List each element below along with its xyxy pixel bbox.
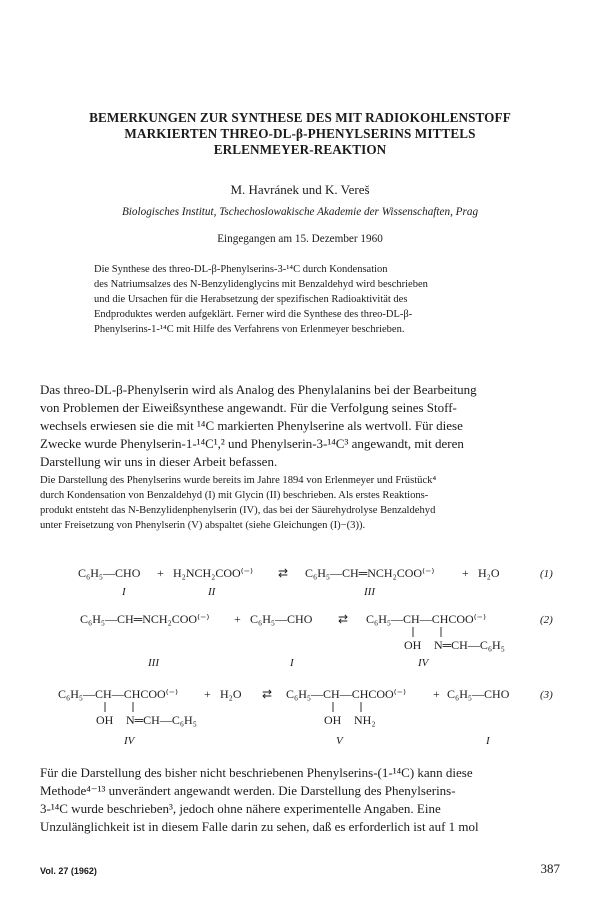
eq1-product-water: H₂O: [478, 566, 500, 580]
eq3-label-1: IV: [124, 735, 135, 747]
body-line: Unzulänglichkeit ist in diesem Falle darin zu sehen, daß es erforderlich ist auf 1 mol: [40, 819, 479, 834]
body-paragraph-3: [40, 764, 560, 836]
equation-2: [80, 612, 553, 669]
eq2-oh-group: OH: [404, 638, 422, 652]
eq2-label-1: III: [148, 657, 159, 669]
body-line: Darstellung wir uns in dieser Arbeit befassen.: [40, 454, 278, 469]
abstract: [94, 262, 506, 337]
eq3-water: H₂O: [220, 687, 242, 701]
eq2-label-3: IV: [418, 657, 429, 669]
eq3-plus: +: [433, 687, 440, 701]
abstract-line: Die Synthese des threo-DL-β-Phenylserins-3-¹⁴C durch Kondensation: [94, 264, 388, 275]
eq2-product-top: C₆H₅—CH—CHCOO⁽⁻⁾: [366, 612, 486, 626]
body-line: 3-¹⁴C wurde beschrieben³, jedoch ohne nähere experimentelle Angaben. Eine: [40, 801, 441, 816]
body-line: Zwecke wurde Phenylserin-1-¹⁴C¹,² und Phenylserin-3-¹⁴C³ angewandt, mit deren: [40, 436, 464, 451]
eq1-plus: +: [157, 566, 164, 580]
eq3-arrow: ⇄: [262, 687, 273, 701]
eq3-product-oh: OH: [324, 713, 342, 727]
equation-3: [58, 687, 553, 747]
eq2-number: (2): [540, 614, 553, 626]
eq1-reactant-glycine: H₂NCH₂COO⁽⁻⁾: [173, 566, 253, 580]
abstract-line: Endproduktes werden aufgeklärt. Ferner wird die Synthese des threo-DL-β-: [94, 309, 413, 320]
body-line: unter Freisetzung von Phenylserin (V) abspaltet (siehe Gleichungen (I)−(3)).: [40, 520, 366, 531]
title-line-3: ERLENMEYER-REAKTION: [213, 142, 387, 157]
eq3-product-benzaldehyde: C₆H₅—CHO: [447, 687, 510, 701]
body-line: Das threo-DL-β-Phenylserin wird als Analog des Phenylalanins bei der Bearbeitung: [40, 382, 477, 397]
eq3-number: (3): [540, 689, 553, 701]
body-line: von Problemen der Eiweißsynthese angewandt. Für die Verfolgung seines Stoff-: [40, 400, 457, 415]
eq1-number: (1): [540, 568, 553, 580]
authors: M. Havránek und K. Vereš: [230, 182, 370, 197]
abstract-line: und die Ursachen für die Herabsetzung der spezifischen Radioaktivität des: [94, 294, 408, 305]
body-line: Methode⁴⁻¹³ unverändert angewandt werden. Die Darstellung des Phenylserins-: [40, 783, 456, 798]
eq3-product-nh2: NH₂: [354, 713, 376, 727]
eq2-reactant-schiff-base: C₆H₅—CH═NCH₂COO⁽⁻⁾: [80, 612, 210, 626]
eq1-plus: +: [462, 566, 469, 580]
journal-volume: Vol. 27 (1962): [40, 866, 97, 876]
eq3-product-top: C₆H₅—CH—CHCOO⁽⁻⁾: [286, 687, 406, 701]
body-paragraph-2: [40, 473, 560, 533]
eq1-product-schiff-base: C₆H₅—CH═NCH₂COO⁽⁻⁾: [305, 566, 435, 580]
received-date: Eingegangen am 15. Dezember 1960: [217, 233, 383, 245]
body-line: wechsels erwiesen sie die mit ¹⁴C markierten Phenylserine als wertvoll. Für diese: [40, 418, 463, 433]
eq2-benzylidene-group: N═CH—C₆H₅: [434, 638, 505, 652]
title-line-1: BEMERKUNGEN ZUR SYNTHESE DES MIT RADIOKOHLENSTOFF: [89, 110, 511, 125]
abstract-line: des Natriumsalzes des N-Benzylidenglycins mit Benzaldehyd wird beschrieben: [94, 279, 428, 290]
eq1-label-2: II: [208, 586, 216, 598]
eq1-label-3: III: [364, 586, 375, 598]
eq3-reactant-top: C₆H₅—CH—CHCOO⁽⁻⁾: [58, 687, 178, 701]
body-paragraph-1: [40, 381, 560, 471]
eq1-arrow: ⇄: [278, 566, 289, 580]
eq1-reactant-benzaldehyde: C₆H₅—CHO: [78, 566, 141, 580]
body-line: produkt entsteht das N-Benzylidenphenylserin (IV), das bei der Säurehydrolyse Benzaldehyd: [40, 505, 436, 516]
eq2-reactant-benzaldehyde: C₆H₅—CHO: [250, 612, 313, 626]
eq1-label-1: I: [122, 586, 126, 598]
abstract-line: Phenylserins-1-¹⁴C mit Hilfe des Verfahrens von Erlenmeyer beschrieben.: [94, 324, 405, 335]
eq3-plus: +: [204, 687, 211, 701]
institute: Biologisches Institut, Tschechoslowakische Akademie der Wissenschaften, Prag: [121, 206, 479, 218]
equation-1: [78, 566, 553, 598]
article-title: [40, 110, 560, 158]
page-number: 387: [540, 861, 560, 876]
eq3-oh-group: OH: [96, 713, 114, 727]
eq3-benzylidene-group: N═CH—C₆H₅: [126, 713, 197, 727]
body-line: durch Kondensation von Benzaldehyd (I) mit Glycin (II) beschrieben. Als erstes Reaktions-: [40, 490, 429, 501]
eq3-label-3: I: [486, 735, 490, 747]
body-line: Die Darstellung des Phenylserins wurde bereits im Jahre 1894 von Erlenmeyer und Früstück⁴: [40, 475, 437, 486]
eq2-label-2: I: [290, 657, 294, 669]
equations-svg: [0, 550, 600, 760]
eq2-arrow: ⇄: [338, 612, 349, 626]
reaction-equations: [0, 550, 600, 760]
eq2-plus: +: [234, 612, 241, 626]
eq3-label-2: V: [336, 735, 343, 747]
body-line: Für die Darstellung des bisher nicht beschriebenen Phenylserins-(1-¹⁴C) kann diese: [40, 765, 473, 780]
title-line-2: MARKIERTEN THREO-DL-β-PHENYLSERINS MITTELS: [124, 126, 476, 141]
